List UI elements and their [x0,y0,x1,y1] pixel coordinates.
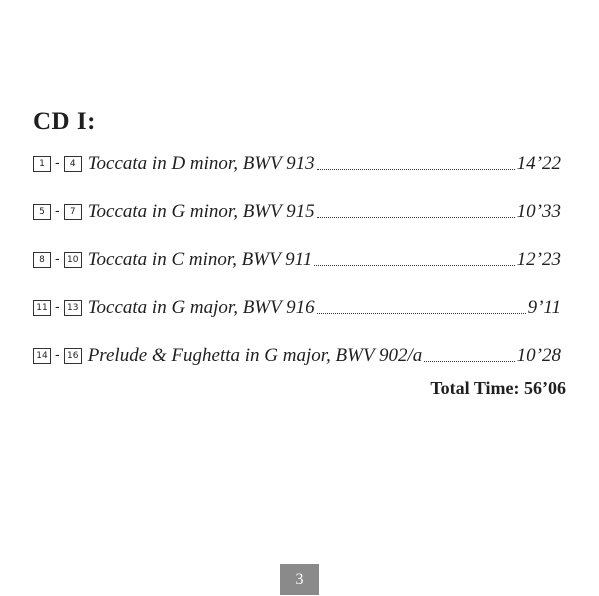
track-title: Toccata in D minor, BWV 913 [87,153,315,174]
cd-heading: CD I: [33,108,96,135]
track-end-number: 4 [64,156,82,172]
dot-leader [424,345,514,362]
track-title: Prelude & Fughetta in G major, BWV 902/a [87,345,423,366]
track-range [33,345,82,367]
track-start-number: 14 [33,348,51,364]
track-range [33,201,82,223]
track-row [33,249,561,297]
track-range [33,153,82,175]
track-range [33,249,82,271]
range-dash: - [55,252,60,267]
track-duration: 12’23 [516,249,561,270]
track-row [33,153,561,201]
track-row [33,201,561,249]
track-start-number: 8 [33,252,51,268]
track-start-number: 1 [33,156,51,172]
track-list [33,153,561,393]
track-end-number: 7 [64,204,82,220]
track-title: Toccata in G minor, BWV 915 [87,201,315,222]
dot-leader [317,153,515,170]
track-title: Toccata in C minor, BWV 911 [87,249,313,270]
range-dash: - [55,204,60,219]
track-end-number: 10 [64,252,82,268]
track-end-number: 13 [64,300,82,316]
track-end-number: 16 [64,348,82,364]
track-duration: 14’22 [516,153,561,174]
track-range [33,297,82,319]
dot-leader [317,201,515,218]
track-duration: 9’11 [527,297,561,318]
track-row [33,297,561,345]
dot-leader [317,297,526,314]
range-dash: - [55,348,60,363]
page-number: 3 [280,564,319,595]
range-dash: - [55,156,60,171]
track-start-number: 11 [33,300,51,316]
track-duration: 10’28 [516,345,561,366]
dot-leader [314,249,514,266]
track-start-number: 5 [33,204,51,220]
total-time: Total Time: 56’06 [430,378,566,398]
track-duration: 10’33 [516,201,561,222]
range-dash: - [55,300,60,315]
track-title: Toccata in G major, BWV 916 [87,297,315,318]
